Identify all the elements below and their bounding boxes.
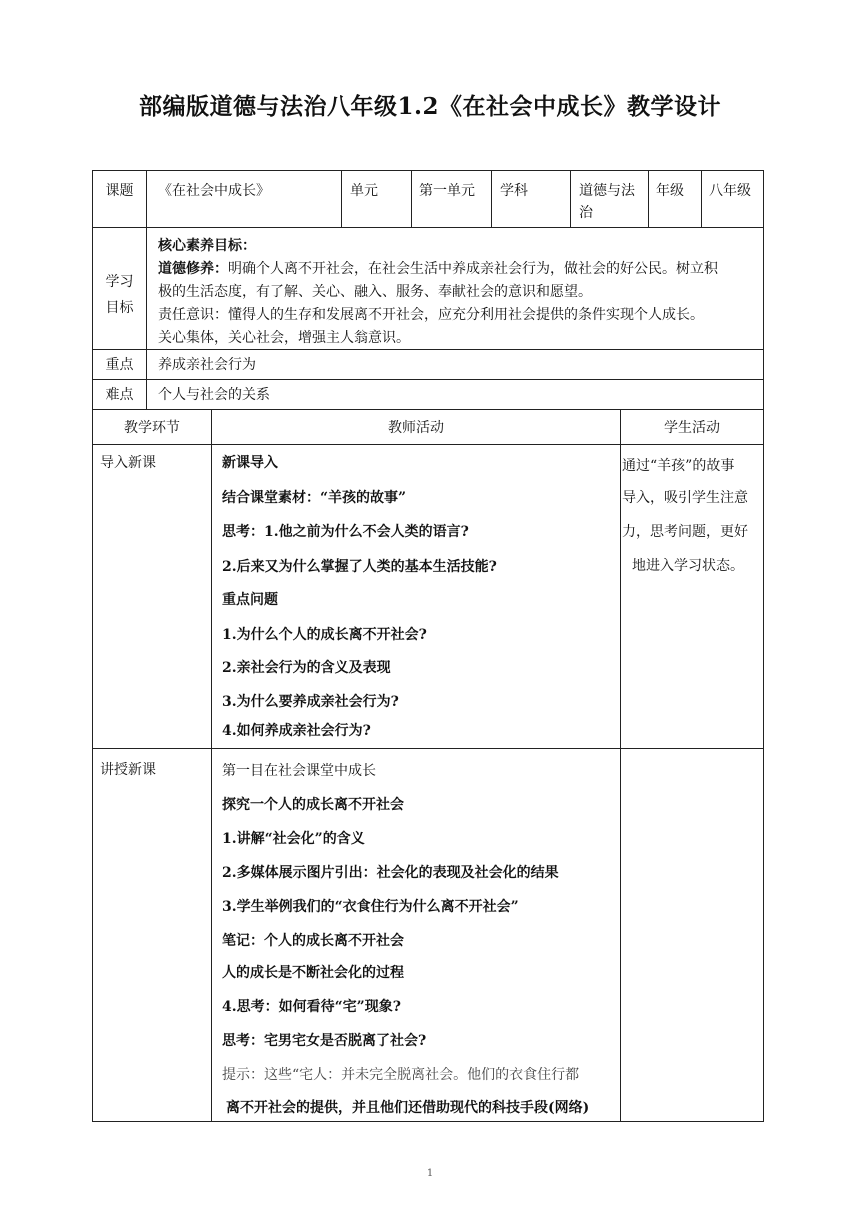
responsibility-line-1: 责任意识：懂得人的生存和发展离不开社会，应充分利用社会提供的条件实现个人成长。 [158, 307, 704, 323]
lecture-teacher-line: 探究一个人的成长离不开社会 [222, 797, 404, 813]
column-header-teacher: 教师活动 [388, 420, 444, 436]
lecture-teacher-line: 离不开社会的提供，并且他们还借助现代的科技手段(网络) [226, 1100, 590, 1116]
column-header-stage: 教学环节 [124, 420, 180, 436]
intro-teacher-line: 1.为什么个人的成长离不开社会? [222, 627, 427, 643]
page-number: 1 [426, 1168, 434, 1179]
key-point-value: 养成亲社会行为 [158, 357, 256, 373]
lecture-teacher-line: 第一目在社会课堂中成长 [222, 763, 376, 779]
intro-teacher-line: 2.亲社会行为的含义及表现 [222, 660, 391, 676]
intro-teacher-line: 结合课堂素材：“羊孩的故事” [222, 490, 407, 506]
objectives-label-line-2: 目标 [105, 300, 134, 316]
objectives-heading: 核心素养目标： [158, 238, 256, 254]
intro-teacher-line: 4.如何养成亲社会行为? [222, 723, 371, 739]
unit-value: 第一单元 [419, 183, 475, 199]
lecture-teacher-line: 思考：宅男宅女是否脱离了社会? [222, 1033, 427, 1049]
topic-value: 《在社会中成长》 [158, 183, 270, 199]
grade-label: 年级 [656, 183, 684, 199]
stage-intro: 导入新课 [100, 455, 156, 471]
unit-label: 单元 [350, 183, 378, 199]
lecture-teacher-line: 4.思考：如何看待“宅”现象? [222, 999, 401, 1015]
subject-label: 学科 [500, 183, 528, 199]
subject-value-line-2: 治 [579, 205, 593, 221]
lecture-teacher-line: 提示：这些“宅人：并未完全脱离社会。他们的衣食住行都 [222, 1067, 580, 1083]
intro-teacher-line: 2.后来又为什么掌握了人类的基本生活技能? [222, 559, 497, 575]
objectives-label-line-1: 学习 [105, 274, 134, 290]
intro-student-line: 力，思考问题，更好 [622, 524, 748, 540]
stage-lecture: 讲授新课 [100, 762, 156, 778]
intro-student-line: 地进入学习状态。 [632, 558, 744, 574]
moral-cultivation-line-1: 道德修养：明确个人离不开社会，在社会生活中养成亲社会行为，做社会的好公民。树立积 [158, 261, 718, 277]
intro-student-line: 通过“羊孩”的故事 [622, 458, 735, 474]
intro-student-line: 导入，吸引学生注意 [622, 490, 748, 506]
column-header-student: 学生活动 [664, 420, 720, 436]
document-title: 部编版道德与法治八年级1.2《在社会中成长》教学设计 [138, 93, 721, 120]
moral-cultivation-label: 道德修养： [158, 261, 228, 277]
intro-teacher-line: 3.为什么要养成亲社会行为? [222, 694, 399, 710]
subject-value-line-1: 道德与法 [579, 183, 635, 199]
intro-teacher-line: 重点问题 [222, 592, 278, 608]
key-point-label: 重点 [105, 357, 134, 373]
intro-teacher-line: 新课导入 [222, 455, 278, 471]
difficult-point-label: 难点 [105, 387, 134, 403]
lecture-teacher-line: 人的成长是不断社会化的过程 [222, 965, 404, 981]
lecture-teacher-line: 笔记：个人的成长离不开社会 [222, 933, 404, 949]
intro-teacher-line: 思考：1.他之前为什么不会人类的语言? [222, 524, 469, 540]
difficult-point-value: 个人与社会的关系 [158, 387, 270, 403]
lecture-teacher-line: 2.多媒体展示图片引出：社会化的表现及社会化的结果 [222, 865, 559, 881]
grade-value: 八年级 [709, 183, 751, 199]
responsibility-line-2: 关心集体，关心社会，增强主人翁意识。 [158, 330, 410, 346]
moral-cultivation-line-2: 极的生活态度，有了解、关心、融入、服务、奉献社会的意识和愿望。 [158, 284, 592, 300]
lecture-teacher-line: 3.学生举例我们的“衣食住行为什么离不开社会” [222, 899, 519, 915]
lecture-teacher-line: 1.讲解“社会化”的含义 [222, 831, 365, 847]
topic-label: 课题 [105, 183, 134, 199]
